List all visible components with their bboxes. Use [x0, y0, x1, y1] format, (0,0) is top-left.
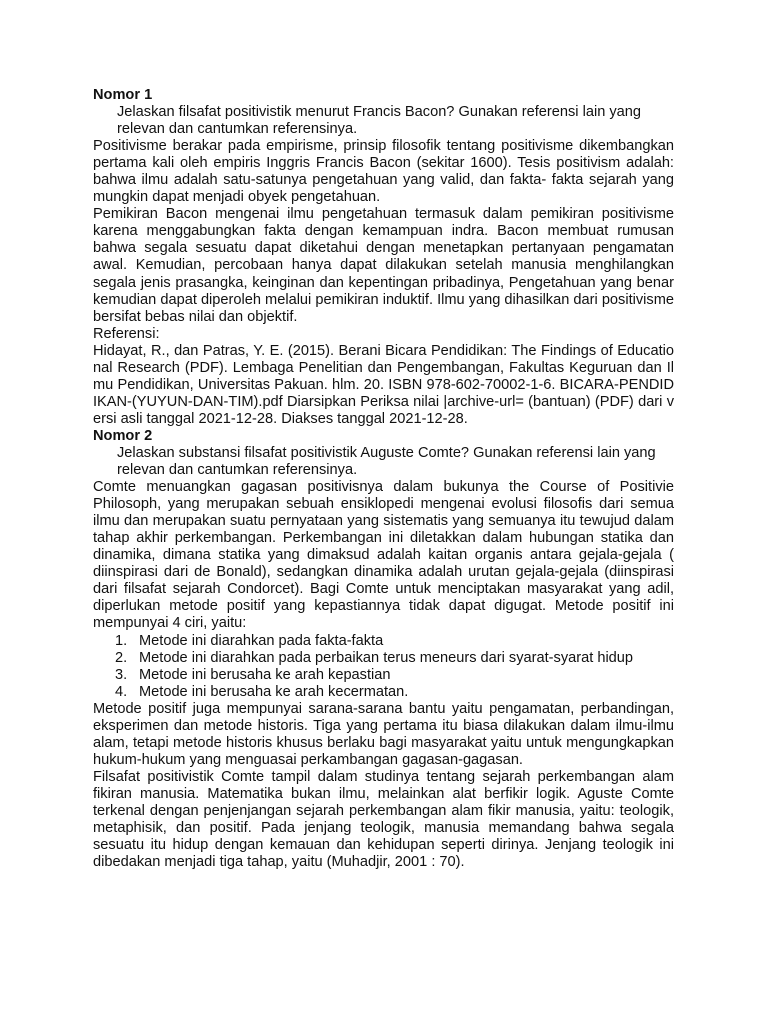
- section-1-paragraph-2: Pemikiran Bacon mengenai ilmu pengetahuan termasuk dalam pemikiran positivisme karena menggabungkan fakta dengan kemampuan indra. Bacon membuat rumusan bahwa segala sesuatu dapat diketahui dengan menetapkan pertanyaan pengamatan awal. Kemudian, percobaan hanya dapat dilakukan setelah manusia menghilangkan segala jenis prasangka, keinginan dan kepentingan pribadinya, Pengetahuan yang benar kemudian dapat diperoleh melalui pemikiran induktif. Ilmu yang dihasilkan dari positivisme bersifat bebas nilai dan objektif.: [93, 206, 674, 325]
- reference-label: Referensi:: [93, 325, 160, 342]
- list-item: [115, 649, 674, 667]
- section-2-heading: Nomor 2: [93, 427, 153, 444]
- method-characteristics-list: [93, 633, 674, 701]
- list-item-text: Metode ini diarahkan pada fakta-fakta: [139, 632, 384, 649]
- section-2-paragraph-1: Metode positif juga mempunyai sarana-sarana bantu yaitu pengamatan, perbandingan, eksperimen dan metode historis. Tiga yang pertama itu biasa dilakukan dalam ilmu-ilmu alam, tetapi metode historis khusus berlaku bagi masyarakat yaitu untuk mengungkapkan hukum-hukum yang menguasai perkambangan gagasan-gagasan.: [93, 700, 674, 768]
- list-item-text: Metode ini diarahkan pada perbaikan terus meneurs dari syarat-syarat hidup: [139, 649, 634, 666]
- document-page: [93, 87, 674, 871]
- section-1-paragraph-1: Positivisme berakar pada empirisme, prinsip filosofik tentang positivisme dikembangkan pertama kali oleh empiris Inggris Francis Bacon (sekitar 1600). Tesis positivism adalah: bahwa ilmu adalah satu-satunya pengetahuan yang valid, dan fakta- fakta sejarah yang mungkin dapat menjadi obyek pengetahuan.: [93, 138, 674, 206]
- section-2-paragraph-2: Filsafat positivistik Comte tampil dalam studinya tentang sejarah perkembangan alam fikiran manusia. Matematika bukan ilmu, melainkan alat berfikir logik. Aguste Comte terkenal dengan penjenjangan sejarah perkembangan alam fikir manusia, yaitu: teologik, metaphisik, dan positif. Pada jenjang teologik, manusia memandang bahwa segala sesuatu itu hidup dengan kemauan dan kehidupan seperti dirinya. Jenjang teologik ini dibedakan menjadi tiga tahap, yaitu (Muhadjir, 2001 : 70).: [93, 768, 674, 871]
- list-number: 2.: [115, 649, 128, 666]
- section-2-intro: Comte menuangkan gagasan positivisnya dalam bukunya the Course of Positivie Philosoph, yang merupakan sebuah ensiklopedi mengenai evolusi filosofis dari semua ilmu dan merupakan suatu pernyataan yang sistematis yang semuanya itu tewujud dalam tahap akhir perkembangan. Perkembangan ini diletakkan dalam hubungan statika dan dinamika, dimana statika yang dimaksud adalah kaitan organis antara gejala-gejala ( diinspirasi dari de Bonald), sedangkan dinamika adalah urutan gejala-gejala (diinspirasi dari filsafat sejarah Condorcet). Bagi Comte untuk menciptakan masyarakat yang adil, diperlukan metode positif yang kepastiannya tidak dapat digugat. Metode positif ini mempunyai 4 ciri, yaitu:: [93, 479, 674, 632]
- reference-entry: Hidayat, R., dan Patras, Y. E. (2015). Berani Bicara Pendidikan: The Findings of Educational Research (PDF). Lembaga Penelitian dan Pengembangan, Fakultas Keguruan dan Ilmu Pendidikan, Universitas Pakuan. hlm. 20. ISBN 978-602-70002-1-6. BICARA-PENDIDIKAN-(YUYUN-DAN-TIM).pdf Diarsipkan Periksa nilai |archive-url= (bantuan) (PDF) dari versi asli tanggal 2021-12-28. Diakses tanggal 2021-12-28.: [93, 342, 674, 427]
- list-number: 3.: [115, 666, 128, 683]
- section-1-heading: Nomor 1: [93, 87, 153, 103]
- list-item: [115, 632, 674, 650]
- section-1-question: Jelaskan filsafat positivistik menurut Francis Bacon? Gunakan referensi lain yang relevan dan cantumkan referensinya.: [117, 104, 642, 138]
- list-item-text: Metode ini berusaha ke arah kepastian: [139, 666, 391, 683]
- section-2-question: Jelaskan substansi filsafat positivistik Auguste Comte? Gunakan referensi lain yang relevan dan cantumkan referensinya.: [117, 444, 656, 479]
- list-item: [115, 666, 674, 684]
- list-item-text: Metode ini berusaha ke arah kecermatan.: [139, 683, 409, 700]
- list-number: 1.: [115, 632, 128, 649]
- list-number: 4.: [115, 683, 128, 700]
- list-item: [115, 683, 674, 701]
